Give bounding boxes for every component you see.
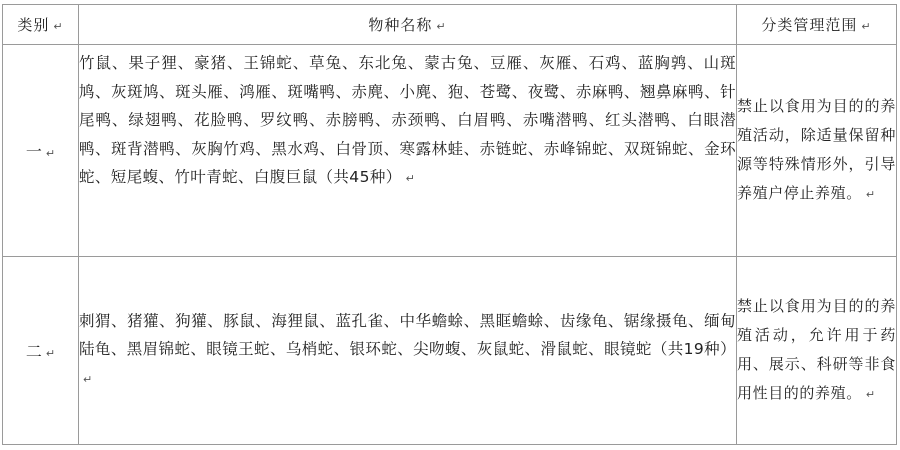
category-cell: 一 ↵ (3, 45, 79, 257)
paragraph-mark-icon: ↵ (405, 172, 416, 186)
paragraph-mark-icon: ↵ (865, 188, 876, 201)
paragraph-mark-icon: ↵ (865, 388, 876, 401)
category-cell: 二 ↵ (3, 257, 79, 445)
table-row (3, 257, 897, 445)
management-scope-cell: 禁止以食用为目的的养殖活动，除适量保留种源等特殊情形外，引导养殖户停止养殖。 ↵ (737, 45, 897, 257)
paragraph-mark-icon: ↵ (45, 147, 56, 160)
header-management-scope: 分类管理范围 ↵ (737, 5, 897, 45)
header-category: 类别 ↵ (3, 5, 79, 45)
table-row (3, 45, 897, 257)
paragraph-mark-icon: ↵ (83, 372, 93, 386)
paragraph-mark-icon: ↵ (436, 20, 447, 33)
species-names-cell: 竹鼠、果子狸、豪猪、王锦蛇、草兔、东北兔、蒙古兔、豆雁、灰雁、石鸡、蓝胸鹑、山斑鸠、灰斑鸠、斑头雁、鸿雁、斑嘴鸭、赤麂、小麂、狍、苍鹭、夜鹭、赤麻鸭、翘鼻麻鸭、针尾鸭、绿翅鸭、花脸鸭、罗纹鸭、赤膀鸭、赤颈鸭、白眉鸭、赤嘴潜鸭、红头潜鸭、白眼潜鸭、斑背潜鸭、灰胸竹鸡、黑水鸡、白骨顶、寒露林蛙、赤链蛇、赤峰锦蛇、双斑锦蛇、金环蛇、短尾蝮、竹叶青蛇、白腹巨鼠（共45种） ↵ (79, 45, 737, 257)
species-classification-table (2, 4, 897, 445)
table-header-row (3, 5, 897, 45)
paragraph-mark-icon: ↵ (45, 347, 56, 360)
management-scope-cell: 禁止以食用为目的的养殖活动，允许用于药用、展示、科研等非食用性目的的养殖。 ↵ (737, 257, 897, 445)
paragraph-mark-icon: ↵ (861, 20, 872, 33)
paragraph-mark-icon: ↵ (53, 20, 64, 33)
species-names-cell: 刺猬、猪獾、狗獾、豚鼠、海狸鼠、蓝孔雀、中华蟾蜍、黑眶蟾蜍、齿缘龟、锯缘摄龟、缅甸陆龟、黑眉锦蛇、眼镜王蛇、乌梢蛇、银环蛇、尖吻蝮、灰鼠蛇、滑鼠蛇、眼镜蛇（共19种）↵ (79, 257, 737, 445)
header-species-name: 物种名称 ↵ (79, 5, 737, 45)
